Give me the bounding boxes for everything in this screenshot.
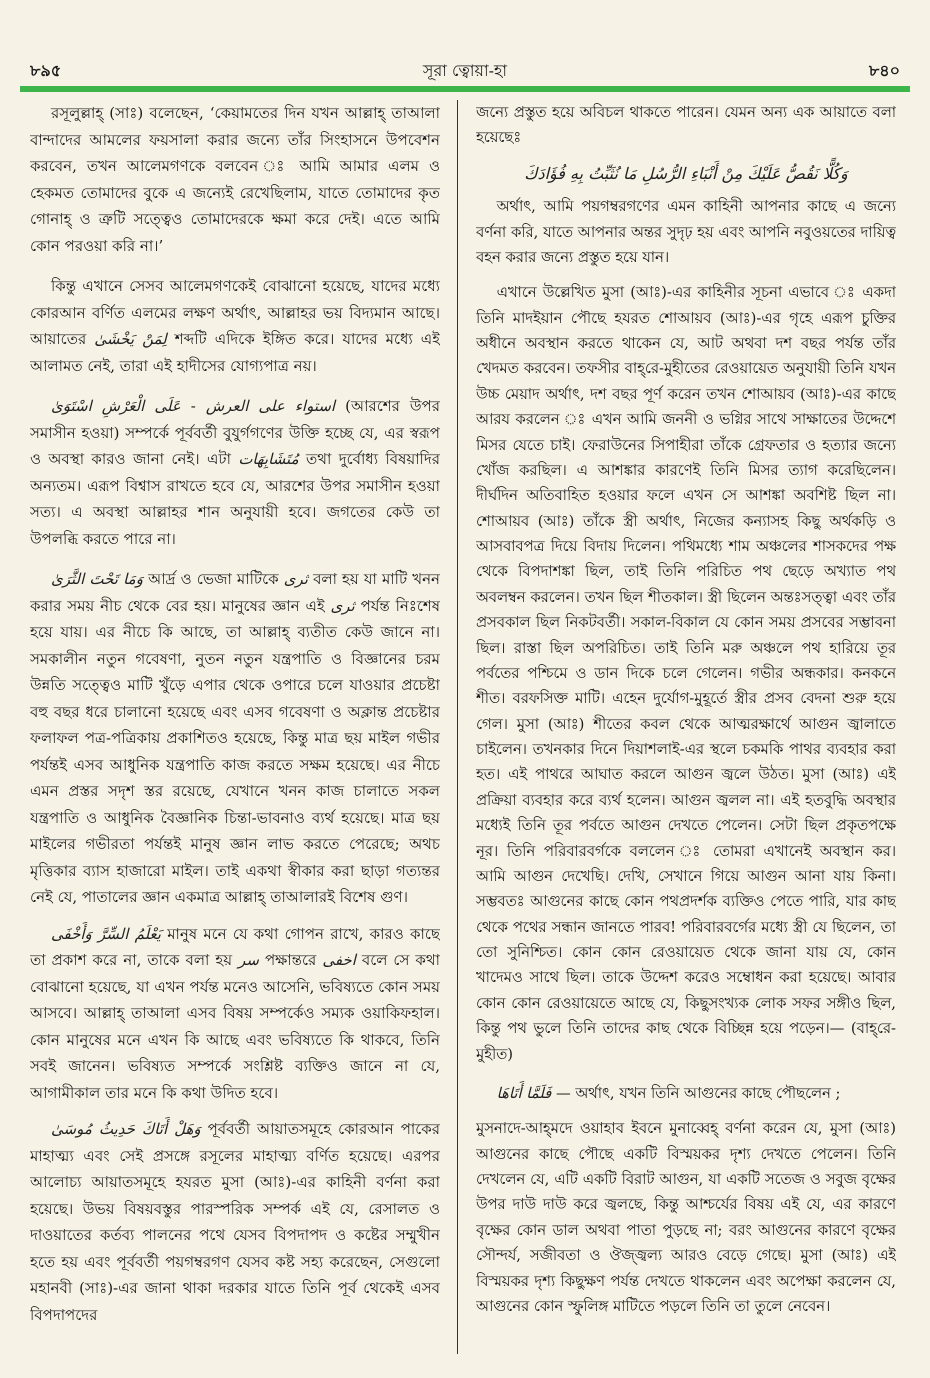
- arabic-phrase: وَمَا تَحْتَ الثَّرَىٰ: [51, 570, 143, 588]
- paragraph-sirr: يَعْلَمُ السِّرَّ وَأَخْفَى মানুষ মনে যে কথা গোপন রাখে, কারও কাছে তা প্রকাশ করে না, তাকে বলা হয় سر পক্ষান্তরে اخفى বলে সে কথা বোঝানো হয়েছে, যা এখন পর্যন্ত মনেও আসেনি, ভবিষ্যতে কোন সময় আসবে। আল্লাহ্ তাআলা এসব বিষয় সম্পর্কেও সম্যক ওয়াকিফহাল। কোন মানুষের মনে এখন কি আছে এবং ভবিষ্যতে কি থাকবে, তিনি সবই জানেন। ভবিষ্যত সম্পর্কে সংশ্লিষ্ট ব্যক্তিও জানে না যে, আগামীকাল তার মনে কি কথা উদিত হবে।: [30, 924, 440, 1102]
- page-number-right: ৮৪০: [868, 61, 900, 80]
- paragraph-falamma: فَلَمَّا أَتَاهَا — অর্থাৎ, যখন তিনি আগুনের কাছে পৌছলেন ;: [496, 1084, 841, 1102]
- paragraph-continuation: জন্যে প্রস্তুত হয়ে অবিচল থাকতে পারেন। যেমন অন্য এক আয়াতে বলা হয়েছেঃ: [476, 104, 896, 147]
- paragraph-meaning: অর্থাৎ, আমি পয়গম্বরগণের এমন কাহিনী আপনার কাছে এ জন্যে বর্ণনা করি, যাতে আপনার অন্তর সুদৃঢ় হয় এবং আপনি নবুওয়তের দায়িত্ব বহন করার জন্যে প্রস্তুত হয়ে যান।: [476, 198, 896, 266]
- page-number-left: ৮৯৫: [30, 61, 62, 80]
- arabic-phrase: وَهَلْ أَتَاكَ حَدِيثُ مُوسَىٰ: [51, 1120, 201, 1138]
- arabic-phrase: فَلَمَّا أَتَاهَا: [496, 1084, 552, 1102]
- paragraph-scholars: কিন্তু এখানে সেসব আলেমগণকেই বোঝানো হয়েছে, যাদের মধ্যে কোরআন বর্ণিত এলমের লক্ষণ অর্থাৎ, আল্লাহর ভয় বিদ্যমান আছে। আয়াতের لِمَنْ يَخْشَىٰ শব্দটি এদিকে ইঙ্গিত করে। যাদের মধ্যে এই আলামত নেই, তারা এই হাদীসের যোগ্যপাত্র নয়।: [30, 277, 440, 375]
- column-divider: [457, 100, 458, 1354]
- page-header: [30, 58, 900, 84]
- arabic-phrase: مُتَشَابِهَات: [238, 450, 299, 468]
- right-column: [476, 100, 896, 1354]
- left-column: [30, 100, 440, 1354]
- paragraph-thara: وَمَا تَحْتَ الثَّرَىٰ আর্দ্র ও ভেজা মাটিকে ثرى বলা হয় যা মাটি খনন করার সময় নীচ থেকে বের হয়। মানুষের জ্ঞান এই ثرى পর্যন্ত নিঃশেষ হয়ে যায়। এর নীচে কি আছে, তা আল্লাহ্ ব্যতীত কেউ জানে না। সমকালীন নতুন গবেষণা, নুতন নতুন যন্ত্রপাতি ও বিজ্ঞানের চরম উন্নতি সত্ত্বেও মাটি খুঁড়ে এপার থেকে ওপারে চলে যাওয়ার প্রচেষ্টা বহু বছর ধরে চালানো হয়েছে এবং এসব গবেষণা ও অক্লান্ত প্রচেষ্টার ফলাফল পত্র-পত্রিকায় প্রকাশিতও হয়েছে, কিন্তু মাত্র ছয় মাইল গভীর পর্যন্তই এসব আধুনিক যন্ত্রপাতি কাজ করতে সক্ষম হয়েছে। এর নীচে এমন প্রস্তর সদৃশ স্তর রয়েছে, যেখানে খনন কাজ চালাতে সকল যন্ত্রপাতি ও আধুনিক বৈজ্ঞানিক চিন্তা-ভাবনাও ব্যর্থ হয়েছে। মাত্র ছয় মাইলের গভীরতা পর্যন্তই মানুষ জ্ঞান লাভ করতে পেরেছে; অথচ মৃত্তিকার ব্যাস হাজারো মাইল। তাই একথা স্বীকার করা ছাড়া গত্যন্তর নেই যে, পাতালের জ্ঞান একমাত্র আল্লাহ্ তাআলারই বিশেষ গুণ।: [30, 570, 440, 906]
- arabic-phrase: ثرى: [283, 570, 308, 588]
- arabic-phrase: اخفى: [322, 951, 356, 969]
- arabic-phrase: استواء على العرش: [205, 397, 336, 415]
- paragraph-istiwa: عَلَى الْعَرْشِ اسْتَوَىٰ - استواء على العرش (আরশের উপর সমাসীন হওয়া) সম্পর্কে পূর্ববর্তী বুযুর্গগণের উক্তি হচ্ছে যে, এর স্বরূপ ও অবস্থা কারও জানা নেই। এটা مُتَشَابِهَات তথা দুর্বোধ্য বিষয়াদির অন্যতম। এরূপ বিশ্বাস রাখতে হবে যে, আরশের উপর সমাসীন হওয়া সত্য। এ অবস্থা আল্লাহর শান অনুযায়ী হবে। জগতের কেউ তা উপলব্ধি করতে পারে না।: [30, 397, 440, 548]
- paragraph-hadith: রসূলুল্লাহ্ (সাঃ) বলেছেন, ‘কেয়ামতের দিন যখন আল্লাহ্ তাআলা বান্দাদের আমলের ফয়সালা করার জন্যে তাঁর সিংহাসনে উপবেশন করবেন, তখন আলেমগণকে বলবেন ঃ আমি আমার এলম ও হেকমত তোমাদের বুকে এ জন্যেই রেখেছিলাম, যাতে তোমাদের কৃত গোনাহ্ ও ত্রুটি সত্ত্বেও তোমাদেরকে ক্ষমা করে দেই। এতে আমি কোন পরওয়া করি না।’: [30, 104, 440, 255]
- arabic-phrase: لِمَنْ يَخْشَىٰ: [94, 330, 167, 348]
- header-rule: [20, 86, 910, 92]
- paragraph-musa-intro: وَهَلْ أَتَاكَ حَدِيثُ مُوسَىٰ পূর্ববর্তী আয়াতসমূহে কোরআন পাকের মাহাত্ম্য এবং সেই প্রসঙ্গে রসূলের মাহাত্ম্য বর্ণিত হয়েছে। এরপর আলোচ্য আয়াতসমূহে হযরত মুসা (আঃ)-এর কাহিনী বর্ণনা করা হয়েছে। উভয় বিষয়বস্তুর পারস্পরিক সম্পর্ক এই যে, রেসালত ও দাওয়াতের কর্তব্য পালনের পথে যেসব বিপদাপদ ও কষ্টের সম্মুখীন হতে হয় এবং পূর্ববর্তী পয়গম্বরগণ যেসব কষ্ট সহ্য করেছেন, সেগুলো মহানবী (সাঃ)-এর জানা থাকা দরকার যাতে তিনি পূর্ব থেকেই এসব বিপদাপদের: [30, 1120, 440, 1324]
- arabic-phrase: ثرى: [330, 596, 355, 615]
- paragraph-musa-story: এখানে উল্লেখিত মুসা (আঃ)-এর কাহিনীর সূচনা এভাবে ঃ একদা তিনি মাদইয়ান পৌছে হযরত শোআয়ব (আঃ)-এর গৃহে এরূপ চুক্তির অধীনে অবস্থান করতে থাকেন যে, আট অথবা দশ বছর পর্যন্ত তাঁর খেদমত করবেন। তফসীর বাহ্‌রে-মুহীতের রেওয়ায়েত অনুযায়ী তিনি যখন উচ্চ মেয়াদ অর্থাৎ, দশ বছর পূর্ণ করেন তখন শোআয়ব (আঃ)-এর কাছে আরয করলেন ঃ এখন আমি জননী ও ভগ্নির সাথে সাক্ষাতের উদ্দেশে মিসর যেতে চাই। ফেরাউনের সিপাহীরা তাঁকে গ্রেফতার ও হত্যার জন্যে খোঁজ করছিল। এ আশঙ্কার কারণেই তিনি মিসর ত্যাগ করেছিলেন। দীর্ঘদিন অতিবাহিত হওয়ার ফলে এখন সে আশঙ্কা অবশিষ্ট ছিল না। শোআয়ব (আঃ) তাঁকে স্ত্রী অর্থাৎ, নিজের কন্যাসহ কিছু অর্থকড়ি ও আসবাবপত্র দিয়ে বিদায় দিলেন। পথিমধ্যে শাম অঞ্চলের শাসকদের পক্ষ থেকে বিপদাশঙ্কা ছিল, তাই তিনি পরিচিত পথ ছেড়ে অখ্যাত পথ অবলম্বন করলেন। তখন ছিল শীতকাল। স্ত্রী ছিলেন অন্তঃসত্ত্বা এবং তাঁর প্রসবকাল ছিল নিকটবর্তী। সকাল-বিকাল যে কোন সময় প্রসবের সম্ভাবনা ছিল। রাস্তা ছিল অপরিচিত। তাই তিনি মরু অঞ্চলে পথ হারিয়ে তূর পর্বতের পশ্চিমে ও ডান দিকে চলে গেলেন। গভীর অন্ধকার। কনকনে শীত। বরফসিক্ত মাটি। এহেন দুর্যোগ-মুহূর্তে স্ত্রীর প্রসব বেদনা শুরু হয়ে গেল। মুসা (আঃ) শীতের কবল থেকে আত্মরক্ষার্থে আগুন জ্বালাতে চাইলেন। তখনকার দিনে দিয়াশলাই-এর স্থলে চকমকি পাথর ব্যবহার করা হত। এই পাথরে আঘাত করলে আগুন জ্বলে উঠত। মুসা (আঃ) এই প্রক্রিয়া ব্যবহার করে ব্যর্থ হলেন। আগুন জ্বলল না। এই হতবুদ্ধি অবস্থার মধ্যেই তিনি তূর পর্বতে আগুন দেখতে পেলেন। সেটা ছিল প্রকৃতপক্ষে নূর। তিনি পরিবারবর্গকে বললেন ঃ তোমরা এখানেই অবস্থান কর। আমি আগুন দেখেছি। দেখি, সেখানে গিয়ে আগুন আনা যায় কিনা। সম্ভবতঃ আগুনের কাছে কোন পথপ্রদর্শক ব্যক্তিও পেতে পারি, যার কাছ থেকে পথের সন্ধান জানতে পারব! পরিবারবর্গের মধ্যে স্ত্রী যে ছিলেন, তা তো সুনিশ্চিত। কোন কোন রেওয়ায়েত থেকে জানা যায় যে, কোন খাদেমও সাথে ছিল। তাকে উদ্দেশ করেও সম্বোধন করা হয়েছে। আবার কোন কোন রেওয়ায়েতে আছে যে, কিছুসংখ্যক লোক সফর সঙ্গীও ছিল, কিন্তু পথ ভুলে তিনি তাদের কাছ থেকে বিচ্ছিন্ন হয়ে পড়েন।— (বাহ্‌রে-মুহীত): [476, 284, 896, 1063]
- arabic-phrase: سر: [238, 951, 259, 969]
- paragraph-burning-bush: মুসনাদে-আহ্‌মদে ওয়াহাব ইবনে মুনাব্বেহ্ বর্ণনা করেন যে, মুসা (আঃ) আগুনের কাছে পৌছে একটি বিস্ময়কর দৃশ্য দেখতে পেলেন। তিনি দেখলেন যে, এটি একটি বিরাট আগুন, যা একটি সতেজ ও সবুজ বৃক্ষের উপর দাউ দাউ করে জ্বলছে, কিন্তু আশ্চর্যের বিষয় এই যে, এর কারণে বৃক্ষের কোন ডাল অথবা পাতা পুড়ছে না; বরং আগুনের কারণে বৃক্ষের সৌন্দর্য, সজীবতা ও ঔজ্জ্বল্য আরও বেড়ে গেছে। মুসা (আঃ) এই বিস্ময়কর দৃশ্য কিছুক্ষণ পর্যন্ত দেখতে থাকলেন এবং অপেক্ষা করলেন যে, আগুনের কোন স্ফুলিঙ্গ মাটিতে পড়লে তিনি তা তুলে নেবেন।: [476, 1120, 896, 1315]
- arabic-phrase: يَعْلَمُ السِّرَّ وَأَخْفَى: [51, 924, 161, 943]
- ayah-quote: وَكُلًّا نَقُصُّ عَلَيْكَ مِنْ أَنْبَاءِ الرُّسُلِ مَا نُثَبِّتُ بِهِ فُؤَادَكَ: [524, 163, 848, 183]
- arabic-phrase: عَلَى الْعَرْشِ اسْتَوَىٰ: [51, 397, 181, 415]
- surah-title: সূরা ত্বোয়া-হা: [422, 61, 508, 80]
